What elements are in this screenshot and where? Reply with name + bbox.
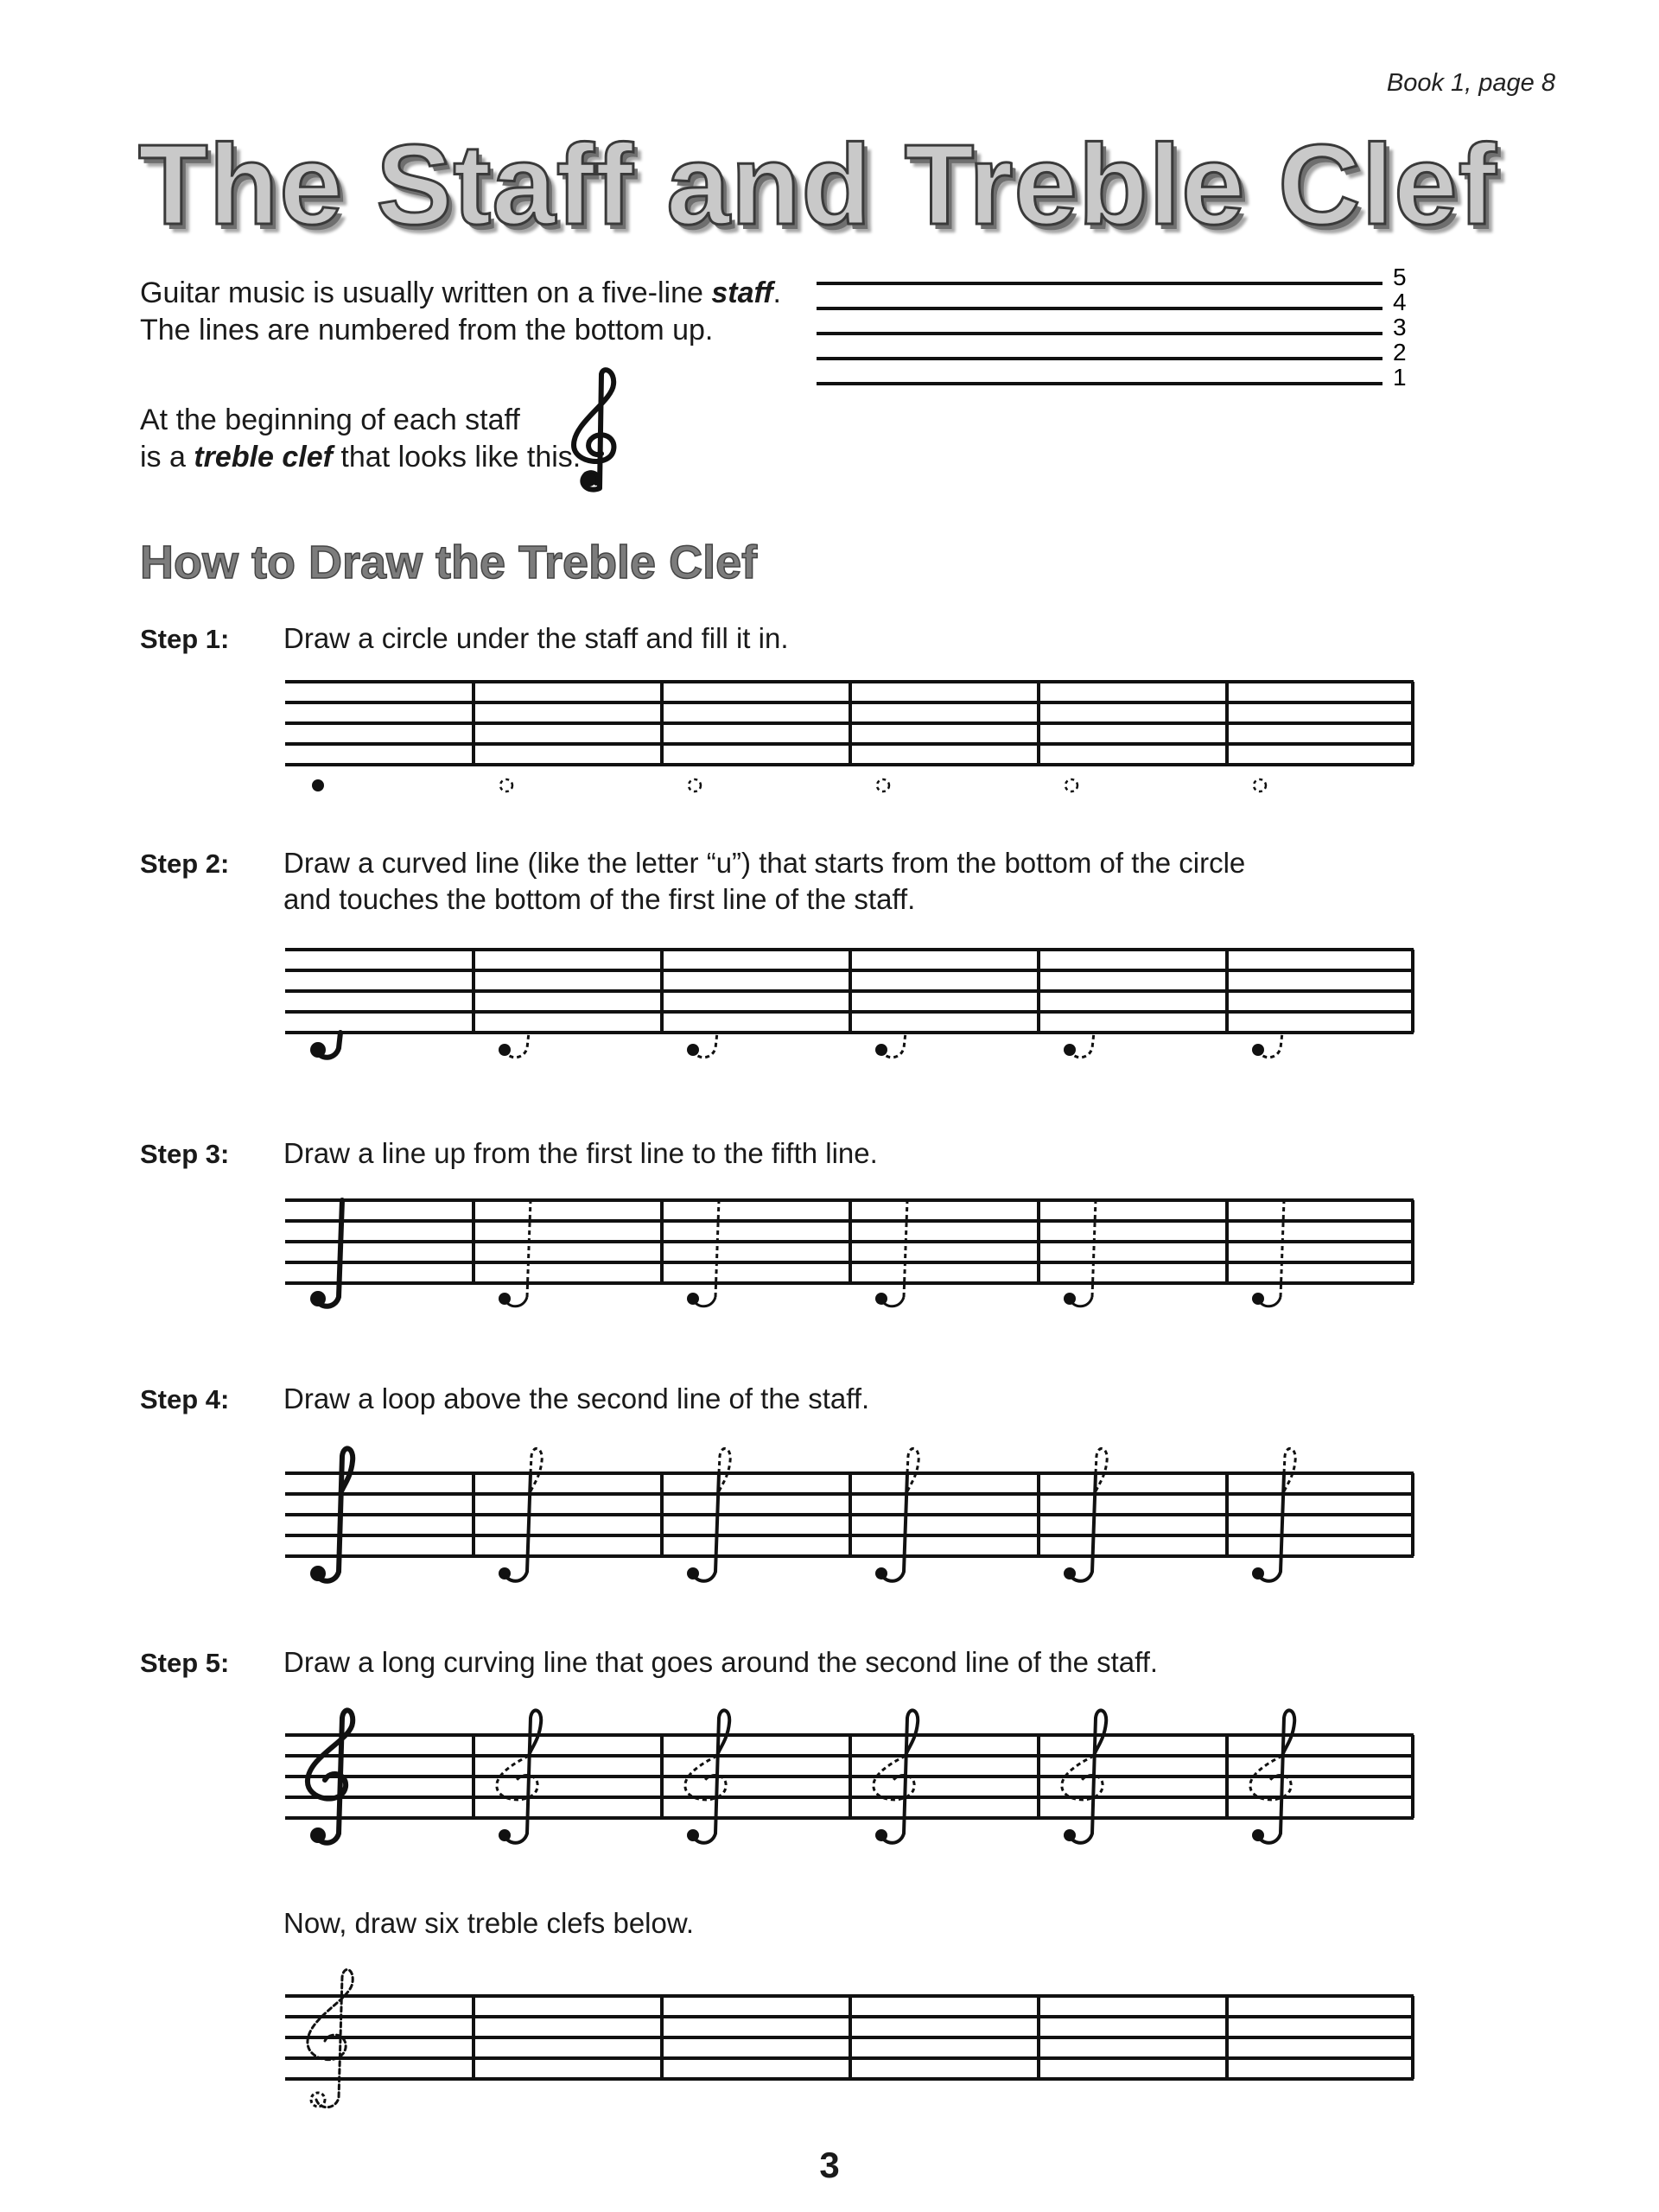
step-5-staff xyxy=(285,1700,1417,1856)
step-2-text xyxy=(283,845,1407,918)
page-title: The Staff and Treble Clef xyxy=(138,121,1497,248)
treble-clef-term: treble clef xyxy=(194,441,333,474)
section-heading: How to Draw the Treble Clef xyxy=(140,537,758,588)
line-number-1: 1 xyxy=(1393,364,1407,391)
step-2-text-line-1: Draw a curved line (like the letter “u”) that starts from the bottom of the circle xyxy=(283,847,1246,879)
intro-line-2: The lines are numbered from the bottom up. xyxy=(140,314,714,346)
step-3-staff xyxy=(285,1197,1417,1318)
intro-line-3: At the beginning of each staff xyxy=(140,404,520,436)
line-number-4: 4 xyxy=(1393,289,1407,315)
practice-staff xyxy=(285,1961,1417,2126)
step-1-label: Step 1: xyxy=(140,624,230,654)
step-1-staff xyxy=(285,678,1417,799)
staff-term: staff xyxy=(711,276,773,309)
line-number-3: 3 xyxy=(1393,314,1407,340)
page-reference: Book 1, page 8 xyxy=(1386,69,1555,97)
treble-clef-example xyxy=(562,367,639,497)
numbered-staff xyxy=(812,259,1452,389)
step-2-label: Step 2: xyxy=(140,849,230,879)
line-number-2: 2 xyxy=(1393,339,1407,365)
line-number-5: 5 xyxy=(1393,264,1407,290)
step-1-text: Draw a circle under the staff and fill it in. xyxy=(283,622,789,654)
page-number: 3 xyxy=(819,2145,840,2185)
intro-line-4: is a treble clef that looks like this: xyxy=(140,441,582,474)
intro-staff-text xyxy=(140,275,831,349)
intro-clef-text xyxy=(140,402,745,476)
step-3-label: Step 3: xyxy=(140,1139,230,1169)
final-instruction: Now, draw six treble clefs below. xyxy=(283,1907,695,1939)
step-2-staff xyxy=(285,946,1417,1076)
step-4-staff xyxy=(285,1439,1417,1594)
step-3-text: Draw a line up from the first line to the fifth line. xyxy=(283,1137,878,1169)
intro-line-1: Guitar music is usually written on a five-line staff. xyxy=(140,276,781,309)
step-5-text: Draw a long curving line that goes around the second line of the staff. xyxy=(283,1646,1159,1678)
step-5-label: Step 5: xyxy=(140,1648,230,1678)
step-4-label: Step 4: xyxy=(140,1384,230,1414)
step-4-text: Draw a loop above the second line of the staff. xyxy=(283,1382,870,1414)
step-2-text-line-2: and touches the bottom of the first line of the staff. xyxy=(283,883,916,915)
